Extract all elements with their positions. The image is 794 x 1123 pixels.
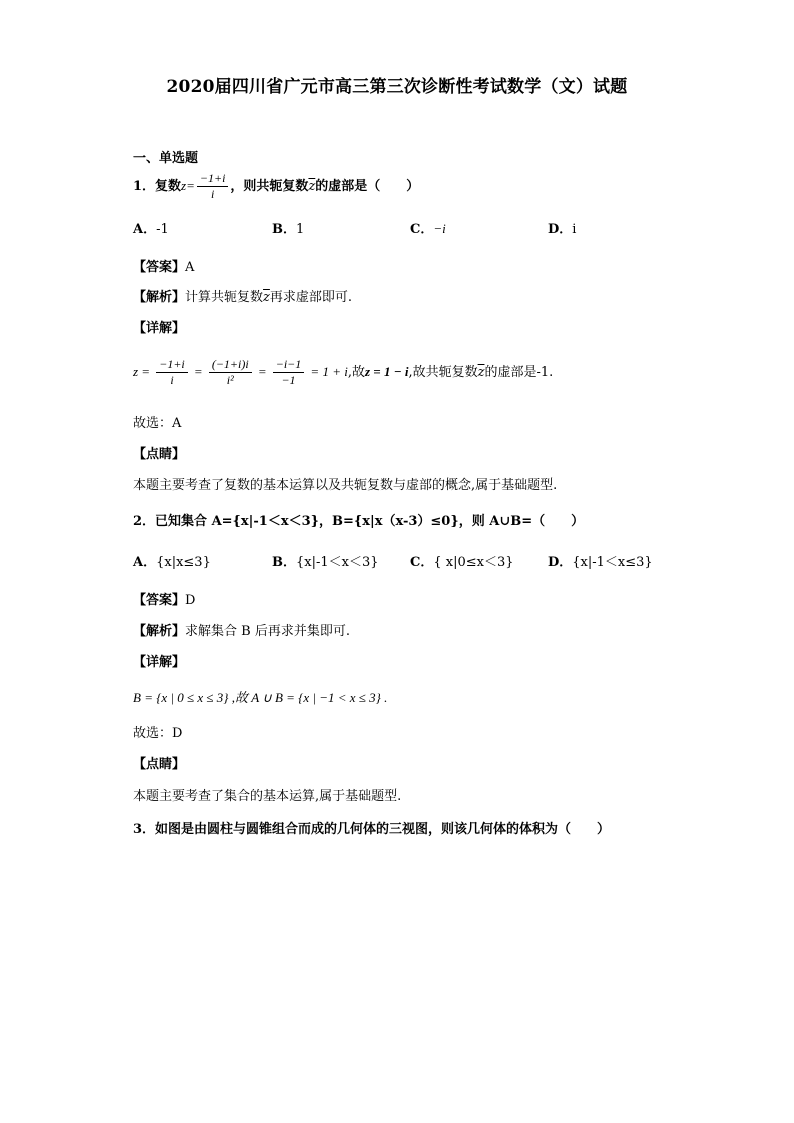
q1-det-frac-2-num: (−1+i)i bbox=[209, 357, 252, 373]
q1-det-frac-3 bbox=[273, 357, 305, 388]
q1-option-c-label: C． bbox=[410, 222, 434, 237]
q2-detail-tag: 【详解】 bbox=[133, 655, 186, 670]
q2-option-d-text: {x|-1＜x≤3} bbox=[572, 555, 653, 570]
q1-option-b bbox=[272, 218, 304, 237]
question-2-stem: 2．已知集合 A={x|-1＜x＜3}，B={x|x（x-3）≤0}，则 A∪B=（ ） bbox=[133, 514, 585, 529]
q1-prefix: 1．复数 bbox=[133, 179, 182, 194]
q2-option-d-label: D． bbox=[548, 555, 573, 570]
q1-det-frac-2-den: i² bbox=[226, 373, 234, 387]
q1-det-frac-2 bbox=[209, 357, 252, 388]
question-1-stem bbox=[133, 168, 419, 205]
q1-frac-den: i bbox=[210, 187, 215, 201]
q1-option-d-label: D． bbox=[548, 222, 573, 237]
q1-det-text-3: 的虚部是-1. bbox=[484, 365, 554, 380]
q2-option-a-text: {x|x≤3} bbox=[156, 555, 211, 570]
q1-fraction bbox=[197, 171, 229, 202]
q2-option-d bbox=[548, 551, 653, 570]
q2-analysis-tag: 【解析】 bbox=[133, 624, 186, 639]
q1-option-c-text: −i bbox=[433, 221, 446, 236]
q2-detail-equation: B = {x | 0 ≤ x ≤ 3} ,故 A ∪ B = {x | −1 < x ≤ 3} . bbox=[133, 690, 388, 705]
q1-option-a-label: A． bbox=[133, 222, 157, 237]
q1-option-a bbox=[133, 218, 169, 237]
q1-det-text-1: ,故 bbox=[347, 365, 365, 380]
q1-analysis-text-b: 再求虚部即可. bbox=[269, 290, 353, 305]
section-heading: 一、单选题 bbox=[133, 151, 199, 166]
q1-option-b-label: B． bbox=[272, 222, 296, 237]
q1-detail-equation bbox=[133, 352, 553, 393]
q2-option-b bbox=[272, 551, 379, 570]
q1-zbar: $\overline{z}$ bbox=[308, 179, 316, 194]
q2-comment-tag: 【点睛】 bbox=[133, 757, 186, 772]
q1-option-d bbox=[548, 218, 576, 237]
q1-z-eq: z= bbox=[181, 178, 195, 193]
q1-answer-value: A bbox=[185, 260, 195, 275]
q1-choice: 故选：A bbox=[133, 416, 182, 431]
q1-det-frac-1-num: −1+i bbox=[156, 357, 188, 373]
q1-det-eq2: = bbox=[257, 364, 267, 379]
q1-option-b-text: 1 bbox=[296, 222, 305, 237]
q1-det-frac-3-num: −i−1 bbox=[273, 357, 305, 373]
q2-option-a-label: A． bbox=[133, 555, 157, 570]
q1-det-text-2: ,故共轭复数 bbox=[408, 365, 478, 380]
q1-comment: 本题主要考查了复数的基本运算以及共轭复数与虚部的概念,属于基础题型. bbox=[133, 478, 558, 493]
q2-answer-value: D bbox=[185, 593, 196, 608]
q1-detail-tag: 【详解】 bbox=[133, 321, 186, 336]
q1-det-eq3: = 1 + i bbox=[310, 364, 348, 379]
q1-analysis-text-a: 计算共轭复数 bbox=[185, 290, 264, 305]
q1-answer-tag: 【答案】 bbox=[133, 260, 186, 275]
q2-answer-tag: 【答案】 bbox=[133, 593, 186, 608]
q2-option-c-label: C． bbox=[410, 555, 434, 570]
q1-det-eq1: = bbox=[193, 364, 203, 379]
q2-option-c-text: { x|0≤x＜3} bbox=[433, 555, 514, 570]
q2-option-b-text: {x|-1＜x＜3} bbox=[296, 555, 379, 570]
question-3-stem: 3．如图是由圆柱与圆锥组合而成的几何体的三视图，则该几何体的体积为（ ） bbox=[133, 822, 611, 837]
q2-option-c bbox=[410, 551, 514, 570]
q2-analysis-text: 求解集合 B 后再求并集即可. bbox=[185, 624, 350, 639]
q1-suffix-b: 的虚部是（ ） bbox=[315, 179, 420, 194]
q2-option-a bbox=[133, 551, 211, 570]
q1-det-frac-3-den: −1 bbox=[281, 373, 296, 387]
q1-det-frac-1 bbox=[156, 357, 188, 388]
q1-analysis-tag: 【解析】 bbox=[133, 290, 186, 305]
q1-suffix-a: ，则共轭复数 bbox=[230, 179, 309, 194]
q2-answer bbox=[133, 589, 195, 608]
q1-det-zbar: $\overline{z}$ bbox=[477, 365, 485, 380]
q2-analysis bbox=[133, 620, 350, 639]
q1-frac-num: −1+i bbox=[197, 171, 229, 187]
q1-analysis-zbar: $\overline{z}$ bbox=[263, 290, 270, 305]
q1-option-c bbox=[410, 218, 446, 237]
q1-answer bbox=[133, 256, 194, 275]
q1-det-z: z = bbox=[133, 364, 151, 379]
q1-option-a-text: -1 bbox=[156, 222, 169, 237]
q2-comment: 本题主要考查了集合的基本运算,属于基础题型. bbox=[133, 789, 402, 804]
q1-comment-tag: 【点睛】 bbox=[133, 447, 186, 462]
q2-choice: 故选：D bbox=[133, 726, 183, 741]
q1-det-zbar-result: z = 1 − i bbox=[364, 364, 409, 379]
q1-option-d-text: i bbox=[572, 222, 577, 237]
document-title: 2020届四川省广元市高三第三次诊断性考试数学（文）试题 bbox=[166, 77, 628, 97]
q1-analysis bbox=[133, 286, 352, 305]
q1-det-frac-1-den: i bbox=[170, 373, 174, 387]
q2-option-b-label: B． bbox=[272, 555, 296, 570]
